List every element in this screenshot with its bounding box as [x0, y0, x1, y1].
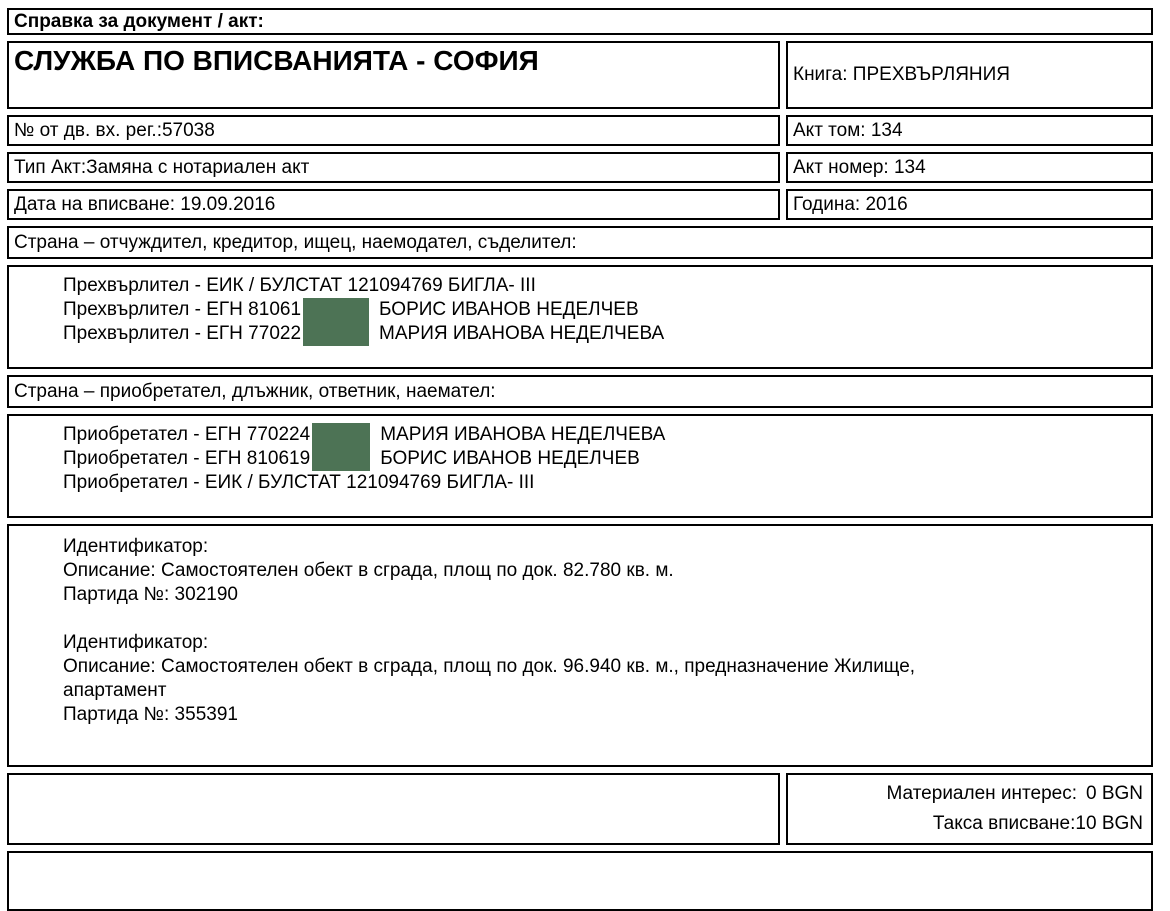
identifier-text: Идентификатор:	[63, 536, 209, 557]
description-line	[63, 655, 1143, 679]
group-spacer	[63, 607, 1143, 631]
book-cell	[786, 41, 1153, 109]
party-name-text: МАРИЯ ИВАНОВА НЕДЕЛЧЕВА	[380, 424, 666, 445]
batch-line	[63, 703, 1143, 727]
redaction-box	[303, 322, 369, 346]
office-book-row	[7, 41, 1153, 109]
description-text: Описание: Самостоятелен обект в сграда, площ по док. 96.940 кв. м., предназначение Жилище,	[63, 656, 916, 677]
party-text: Прехвърлител - ЕГН 81061	[63, 299, 302, 320]
report-title: Справка за документ / акт:	[14, 10, 264, 32]
book-label: Книга: ПРЕХВЪРЛЯНИЯ	[793, 64, 1011, 85]
batch-line	[63, 583, 1143, 607]
identifier-text: Идентификатор:	[63, 632, 209, 653]
redaction-box	[312, 423, 370, 447]
office-name: СЛУЖБА ПО ВПИСВАНИЯТА - СОФИЯ	[14, 45, 539, 76]
batch-text: Партида №: 302190	[63, 584, 238, 605]
party-name-text: БОРИС ИВАНОВ НЕДЕЛЧЕВ	[380, 448, 640, 469]
redaction-box	[312, 447, 370, 471]
empty-cell	[7, 773, 780, 845]
entry-date-row	[7, 189, 1153, 220]
material-interest-label: Материален интерес:	[886, 783, 1077, 804]
party-text: Приобретател - ЕИК / БУЛСТАТ 121094769 БИГЛА- III	[63, 472, 535, 493]
material-interest-line	[887, 779, 1144, 809]
description-line	[63, 559, 1143, 583]
description-text: апартамент	[63, 680, 167, 701]
party-text: Прехвърлител - ЕИК / БУЛСТАТ 121094769 БИГЛА- III	[63, 275, 536, 296]
property-box	[7, 524, 1153, 767]
act-volume-text: Акт том: 134	[793, 119, 903, 141]
party-text: Прехвърлител - ЕГН 77022	[63, 323, 302, 344]
identifier-line	[63, 535, 1143, 559]
report-title-bar	[7, 8, 1153, 35]
party-name-text: МАРИЯ ИВАНОВА НЕДЕЛЧЕВА	[379, 323, 665, 344]
act-type-cell	[7, 152, 780, 183]
transferor-header-text: Страна – отчуждител, кредитор, ищец, наемодател, съделител:	[14, 231, 577, 253]
act-volume-cell	[786, 115, 1153, 146]
party-line	[63, 471, 1143, 495]
entry-date-text: Дата на вписване: 19.09.2016	[14, 193, 276, 215]
act-number-cell	[786, 152, 1153, 183]
material-interest-value: 0 BGN	[1085, 783, 1143, 804]
entry-fee-label: Такса вписване:	[932, 813, 1076, 834]
description-text: Описание: Самостоятелен обект в сграда, площ по док. 82.780 кв. м.	[63, 560, 674, 581]
batch-text: Партида №: 355391	[63, 704, 238, 725]
office-cell	[7, 41, 780, 109]
party-line	[63, 447, 1143, 471]
reg-number-text: № от дв. вх. рег.:57038	[14, 119, 215, 141]
year-text: Година: 2016	[793, 193, 908, 215]
party-line	[63, 322, 1143, 346]
identifier-line	[63, 631, 1143, 655]
transferor-section-header	[7, 226, 1153, 259]
party-line	[63, 274, 1143, 298]
registry-report-page	[7, 8, 1153, 911]
transferor-list	[7, 265, 1153, 369]
reg-number-row	[7, 115, 1153, 146]
party-text: Приобретател - ЕГН 770224	[63, 424, 311, 445]
entry-fee-value: 10 BGN	[1075, 813, 1143, 834]
acquirer-list	[7, 414, 1153, 518]
reg-number-cell	[7, 115, 780, 146]
description-wrap-line	[63, 679, 1143, 703]
entry-date-cell	[7, 189, 780, 220]
acquirer-header-text: Страна – приобретател, длъжник, ответник, наемател:	[14, 380, 496, 402]
redaction-box	[303, 298, 369, 322]
party-text: Приобретател - ЕГН 810619	[63, 448, 311, 469]
fees-row	[7, 773, 1153, 845]
fees-cell	[786, 773, 1153, 845]
entry-fee-line	[933, 809, 1143, 839]
act-type-row	[7, 152, 1153, 183]
acquirer-section-header	[7, 375, 1153, 408]
act-number-text: Акт номер: 134	[793, 156, 926, 178]
next-section-box	[7, 851, 1153, 911]
party-line	[63, 298, 1143, 322]
year-cell	[786, 189, 1153, 220]
act-type-text: Тип Акт:Замяна с нотариален акт	[14, 156, 310, 178]
party-name-text: БОРИС ИВАНОВ НЕДЕЛЧЕВ	[379, 299, 639, 320]
party-line	[63, 423, 1143, 447]
